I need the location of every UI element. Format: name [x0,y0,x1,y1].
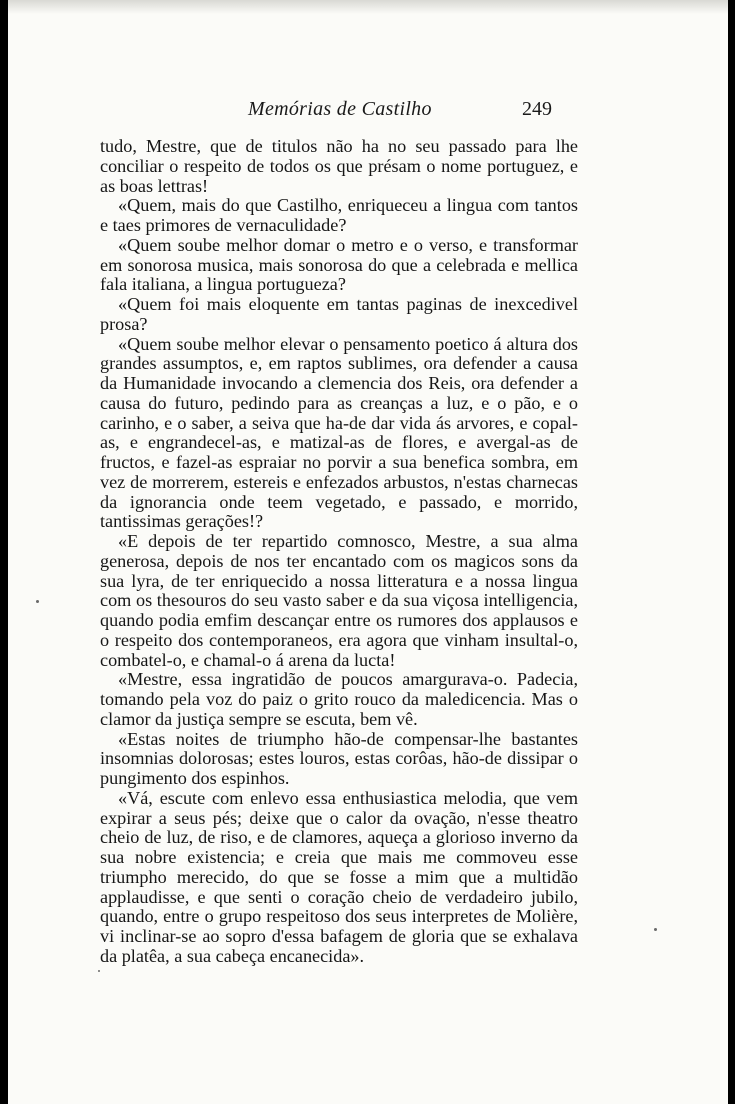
paragraph: «Vá, escute com enlevo essa enthusiastica melodia, que vem expirar a seus pés; deixe que o calor da ovação, n'esse theatro cheio de luz, de riso, e de clamores, aqueça a glorioso inverno da sua nobre existencia; e creia que mais me commoveu esse triumpho merecido, do que se fosse a mim que a multidão applaudisse, e que senti o coração cheio de verdadeiro jubilo, quando, entre o grupo respeitoso dos seus interpretes de Molière, vi inclinar-se ao sopro d'essa bafagem de gloria que se exhalava da platêa, a sua cabeça encanecida». [100,787,578,966]
paragraph: «Mestre, essa ingratidão de poucos amargurava-o. Padecia, tomando pela voz do paiz o grito rouco da maledicencia. Mas o clamor da justiça sempre se escuta, bem vê. [100,669,578,729]
paragraph: «Quem soube melhor domar o metro e o verso, e transformar em sonorosa musica, mais sonorosa do que a celebrada e mellica fala italiana, a lingua portugueza? [100,234,578,295]
scan-speck [36,600,39,603]
paragraph: «Quem soube melhor elevar o pensamento poetico á altura dos grandes assumptos, e, em raptos sublimes, ora defender a causa da Humanidade invocando a clemencia dos Reis, ora defender a causa do futuro, pedindo para as creanças a luz, e o pão, e o carinho, e o saber, a seiva que ha-de dar vida ás arvores, e copal-as, e engrandecel-as, e matizal-as de flores, e avergal-as de fructos, e fazel-as espraiar no porvir a sua benefica sombra, em vez de morrerem, estereis e enfezados arbustos, n'estas charnecas da ignorancia onde teem vegetado, e passado, e morrido, tantissimas gerações!? [100,333,578,532]
paragraph: «E depois de ter repartido comnosco, Mestre, a sua alma generosa, depois de nos ter encantado com os magicos sons da sua lyra, de ter enriquecido a nossa litteratura e a nossa lingua com os thesouros do seu vasto saber e da sua viçosa intelligencia, quando podia emfim descançar entre os rumores dos applausos e o respeito dos contemporaneos, era agora que vinham insultal-o, combatel-o, e chamal-o á arena da lucta! [100,531,578,670]
scan-speck [654,928,657,931]
page-number: 249 [522,98,552,120]
paragraph: «Estas noites de triumpho hão-de compensar-lhe bastantes insomnias dolorosas; estes louros, estas corôas, hão-de dissipar o pungimento dos espinhos. [100,728,578,788]
paragraph: «Quem foi mais eloquente em tantas paginas de inexcedivel prosa? [100,294,578,334]
page-header [100,94,552,124]
scan-speck [98,970,100,972]
paragraph: «Quem, mais do que Castilho, enriqueceu a lingua com tantos e taes primores de vernaculidade? [100,195,578,235]
book-page [8,0,728,1104]
running-title: Memórias de Castilho [248,98,432,120]
body-text [100,137,578,967]
paragraph: tudo, Mestre, que de titulos não ha no seu passado para lhe conciliar o respeito de todos os que présam o nome portuguez, e as boas lettras! [100,136,578,196]
